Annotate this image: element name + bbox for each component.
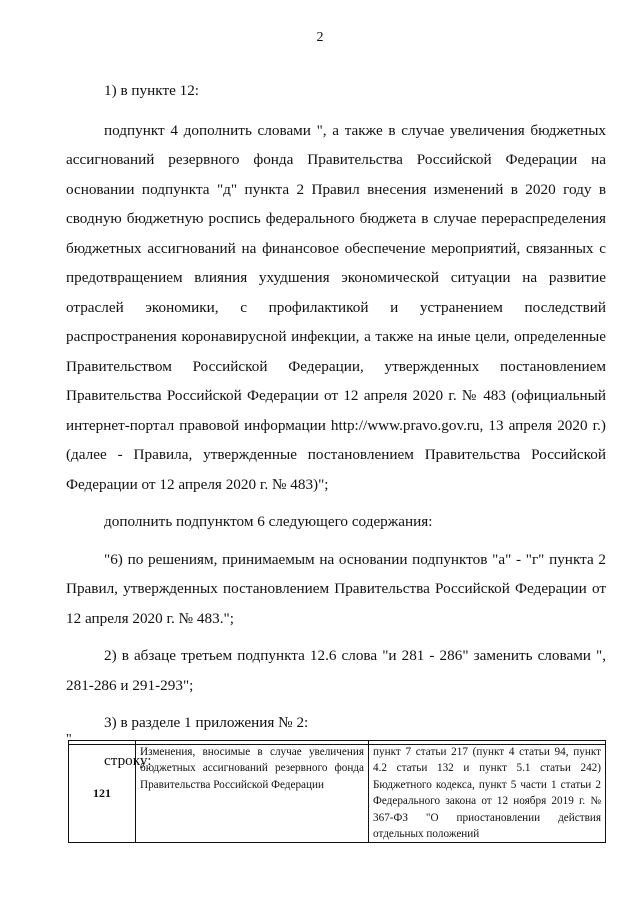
row-description-cell: Изменения, вносимые в случае увеличения бюджетных ассигнований резервного фонда Правительства Российской Федерации <box>136 741 369 843</box>
page-number: 2 <box>316 30 324 45</box>
amendment-table <box>68 740 606 843</box>
paragraph-item-1: 1) в пункте 12: <box>104 82 200 99</box>
paragraph-add-subitem-6: дополнить подпунктом 6 следующего содержания: <box>104 513 433 530</box>
paragraph-subitem-6-text: "6) по решениям, принимаемым на основании подпунктов "а" - "г" пункта 2 Правил, утвержденных постановлением Правительства Российской Федерации от 12 апреля 2020 г. № 483."; <box>66 550 606 627</box>
opening-quote-mark: " <box>66 732 72 747</box>
table-row <box>69 741 606 843</box>
paragraph-item-2: 2) в абзаце третьем подпункта 12.6 слова "и 281 - 286" заменить словами ", 281-286 и 291-293"; <box>66 647 606 694</box>
paragraph-row-label: строку: <box>104 751 152 769</box>
row-number-cell: 121 <box>69 741 136 843</box>
paragraph-subitem-4-addition: подпункт 4 дополнить словами ", а также в случае увеличения бюджетных ассигнований резервного фонда Правительства Российской Федерации на основании подпункта "д" пункта 2 Правил внесения изменений в 2020 году в сводную бюджетную роспись федерального бюджета в случае перераспределения бюджетных ассигнований на финансовое обеспечение мероприятий, связанных с предотвращением влияния ухудшения экономической ситуации на развитие отраслей экономики, с профилактикой и устранением последствий распространения коронавирусной инфекции, а также на иные цели, определенные Правительством Российской Федерации, утвержденных постановлением Правительства Российской Федерации от 12 апреля 2020 г. № 483 (официальный интернет-портал правовой информации http://www.pravo.gov.ru, 13 апреля 2020 г.) (далее - Правила, утвержденные постановлением Правительства Российской Федерации от 12 апреля 2020 г. № 483)"; <box>66 121 606 493</box>
paragraph-item-3: 3) в разделе 1 приложения № 2: <box>104 714 309 731</box>
table-top-double-rule <box>68 744 606 745</box>
document-body <box>66 76 606 783</box>
row-reference-cell: пункт 7 статьи 217 (пункт 4 статьи 94, пункт 4.2 статьи 132 и пункт 5.1 статьи 242) Бюджетного кодекса, пункт 5 части 1 статьи 2 Федерального закона от 12 ноября 2019 г. № 367-ФЗ "О приостановлении действия отдельных положений <box>369 741 606 843</box>
